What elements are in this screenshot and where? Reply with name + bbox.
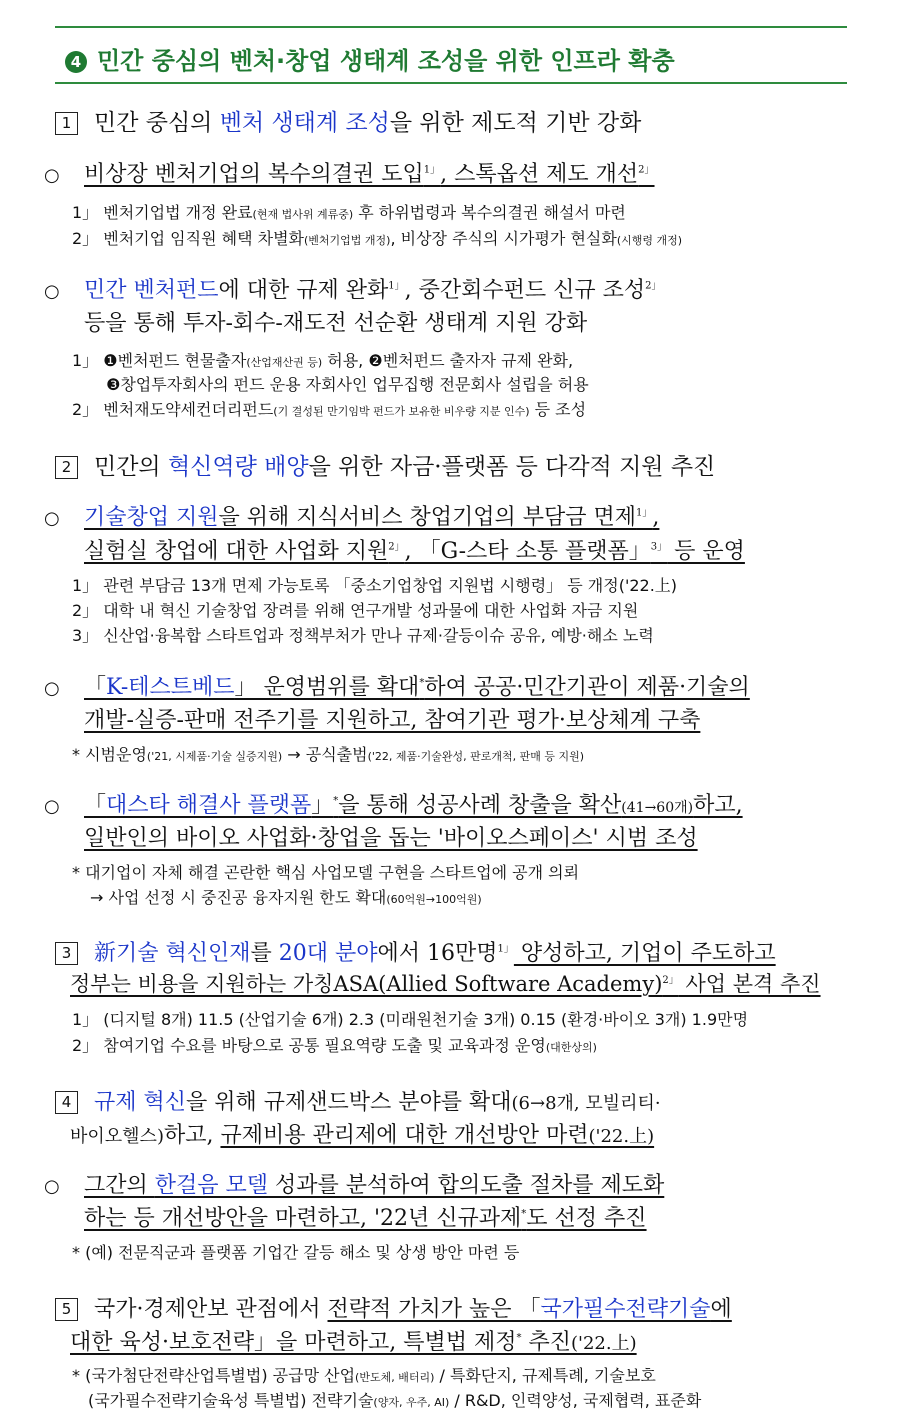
bullet-circle: ○ [44,508,60,529]
s2-bullet-3-line2: 일반인의 바이오 사업화·창업을 돕는 '바이오스페이스' 시범 조성 [84,826,698,851]
section-4-line2: 바이오헬스)하고, 규제비용 관리제에 대한 개선방안 마련('22.上) [70,1123,655,1148]
section-4-line1: 4 규제 혁신을 위해 규제샌드박스 분야를 확대(6→8개, 모빌리티· [55,1085,661,1116]
s4-note-1: * (예) 전문직군과 플랫폼 기업간 갈등 해소 및 상생 방안 마련 등 [72,1243,520,1262]
s2-bullet-1-line2: 실험실 창업에 대한 사업화 지원$^{2」}$, 「G-스타 소통 플랫폼」$^{3」}$ 등 운영 [84,539,745,564]
s2-bullet-2: ○ 「K-테스트베드」 운영범위를 확대*하여 공공·민간기관이 제품·기술의 [44,675,750,700]
section-3-line1: 3 新기술 혁신인재를 20대 분야에서 16만명$^{1」}$ 양성하고, 기업이 주도하고 [55,936,776,967]
s3-note-1: 1」 (디지털 8개) 11.5 (산업기술 6개) 2.3 (미래원천기술 3개) 0.15 (환경·바이오 3개) 1.9만명 [72,1010,749,1029]
s2-bullet-1: ○ 기술창업 지원을 위해 지식서비스 창업기업의 부담금 면제$^{1」}$, [44,505,660,530]
bullet-circle: ○ [44,165,60,186]
s2-bullet-3: ○ 「대스타 해결사 플랫폼」*을 통해 성공사례 창출을 확산(41→60개)하고, [44,793,743,818]
s3-note-2: 2」 참여기업 수요를 바탕으로 공통 필요역량 도출 및 교육과정 운영(대한상의) [72,1036,597,1055]
section-3-number-box: 3 [55,942,78,965]
title-number-badge: 4 [65,51,87,73]
s5-note-1: * (국가첨단전략산업특별법) 공급망 산업(반도체, 배터리) / 특화단지, 규제특례, 기술보호 [72,1366,656,1385]
title-box [55,26,847,84]
s2-note-1: 1」 관련 부담금 13개 면제 가능토록 「중소기업창업 지원법 시행령」 등 개정('22.上) [72,576,678,595]
section-5-number-box: 5 [55,1298,78,1321]
s2-note-5: * 대기업이 자체 해결 곤란한 핵심 사업모델 구현을 스타트업에 공개 의뢰 [72,863,580,882]
section-2-number-box: 2 [55,456,78,479]
s2-note-6: → 사업 선정 시 중진공 융자지원 한도 확대(60억원→100억원) [90,888,482,907]
s2-note-3: 3」 신산업·융복합 스타트업과 정책부처가 만나 규제·갈등이슈 공유, 예방·해소 노력 [72,626,654,645]
bullet-circle: ○ [44,678,60,699]
section-1-number-box: 1 [55,112,78,135]
s4-bullet-1-line2: 하는 등 개선방안을 마련하고, '22년 신규과제*도 선정 추진 [84,1206,647,1231]
s2-note-4: * 시범운영('21, 시제품·기술 실증지원) → 공식출범('22, 제품·기술완성, 판로개척, 판매 등 지원) [72,745,585,764]
s1-bullet-2-line2: 등을 통해 투자-회수-재도전 선순환 생태계 지원 강화 [84,311,588,336]
s5-note-2: (국가필수전략기술육성 특별법) 전략기술(양자, 우주, AI) / R&D, 인력양성, 국제협력, 표준화 [88,1391,702,1410]
section-4-number-box: 4 [55,1091,78,1114]
s1-bullet-2: ○ 민간 벤처펀드에 대한 규제 완화$^{1」}$, 중간회수펀드 신규 조성$^{2」}$ [44,278,662,303]
s4-bullet-1: ○ 그간의 한걸음 모델 성과를 분석하여 합의도출 절차를 제도화 [44,1173,665,1198]
s1-note-3: 1」 ❶벤처펀드 현물출자(산업재산권 등) 허용, ❷벤처펀드 출자자 규제 완화, [72,351,574,370]
s1-note-2: 2」 벤처기업 임직원 혜택 차별화(벤처기업법 개정), 비상장 주식의 시가평가 현실화(시행령 개정) [72,229,683,248]
bullet-circle: ○ [44,1176,60,1197]
page-title: 4 민간 중심의 벤처·창업 생태계 조성을 위한 인프라 확충 [65,41,675,76]
s1-note-1: 1」 벤처기업법 개정 완료(현재 법사위 계류중) 후 하위법령과 복수의결권 해설서 마련 [72,203,626,222]
bullet-circle: ○ [44,281,60,302]
s2-note-2: 2」 대학 내 혁신 기술창업 장려를 위해 연구개발 성과물에 대한 사업화 자금 지원 [72,601,639,620]
section-5-line2: 대한 육성·보호전략」을 마련하고, 특별법 제정* 추진('22.上) [70,1330,637,1355]
section-2-heading: 2 민간의 혁신역량 배양을 위한 자금·플랫폼 등 다각적 지원 추진 [55,448,715,481]
s1-note-4: ❸창업투자회사의 펀드 운용 자회사인 업무집행 전문회사 설립을 허용 [106,375,589,394]
s2-bullet-2-line2: 개발-실증-판매 전주기를 지원하고, 참여기관 평가·보상체계 구축 [84,708,701,733]
section-3-line2: 정부는 비용을 지원하는 가칭ASA(Allied Software Academy)$^{2」}$ 사업 본격 추진 [70,972,821,996]
section-1-heading: 1 민간 중심의 벤처 생태계 조성을 위한 제도적 기반 강화 [55,104,641,137]
s1-bullet-1: ○ 비상장 벤처기업의 복수의결권 도입$^{1」}$, 스톡옵션 제도 개선$^{2」}$ [44,162,655,187]
section-5-line1: 5 국가·경제안보 관점에서 전략적 가치가 높은 「국가필수전략기술에 [55,1292,732,1323]
s1-note-5: 2」 벤처재도약세컨더리펀드(기 결성된 만기임박 펀드가 보유한 비우량 지분 인수) 등 조성 [72,400,587,419]
bullet-circle: ○ [44,796,60,817]
